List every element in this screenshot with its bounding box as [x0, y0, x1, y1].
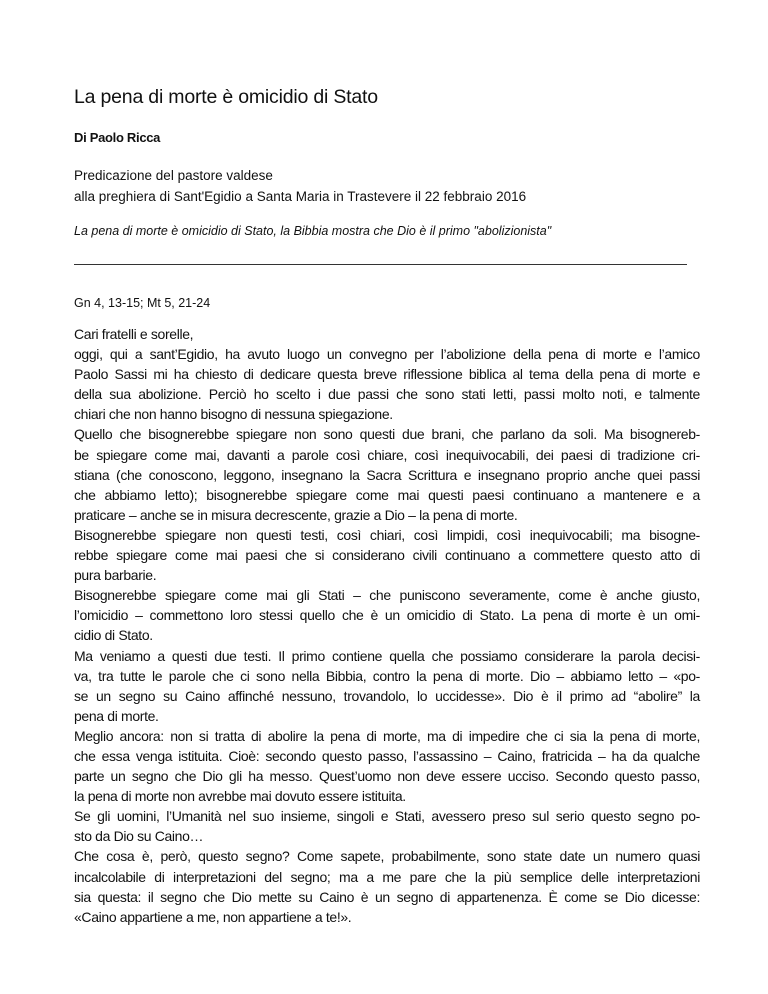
- paragraph: [74, 726, 700, 806]
- text-line: pena di morte.: [74, 707, 159, 724]
- text-line: «Caino appartiene a me, non appartiene a te!».: [74, 908, 352, 925]
- text-line: che abbiamo letto); bisognerebbe spiegare come mai questi paesi continuano a mantenere e a: [74, 486, 700, 503]
- paragraph: [74, 846, 700, 926]
- text-line: Paolo Sassi mi ha chiesto di dedicare questa breve riflessione biblica al tema della pena di morte e: [74, 366, 700, 383]
- text-line: praticare – anche se in misura decrescente, grazie a Dio – la pena di morte.: [74, 506, 518, 523]
- paragraph: [74, 806, 700, 846]
- bible-references: Gn 4, 13-15; Mt 5, 21-24: [74, 296, 211, 310]
- paragraph: [74, 424, 700, 524]
- text-line: va, tra tutte le parole che ci sono nella Bibbia, contro la pena di morte. Dio – abbiamo letto – «po-: [74, 667, 700, 684]
- text-line: che essa venga istituita. Cioè: secondo questo passo, l’assassino – Caino, fratricida – ha da qualche: [74, 747, 700, 764]
- text-line: sia questa: il segno che Dio mette su Caino è un segno di appartenenza. È come se Dio dicesse:: [74, 888, 700, 905]
- text-line: l’omicidio – commettono loro stessi quello che è un omicidio di Stato. La pena di morte è un omi-: [74, 607, 700, 624]
- text-line: della sua abolizione. Perciò ho scelto i due passi che sono stati letti, passi molto noti, e talmente: [74, 386, 700, 403]
- text-line: Che cosa è, però, questo segno? Come sapete, probabilmente, sono state date un numero quasi: [74, 848, 700, 865]
- subheading-line: alla preghiera di Sant'Egidio a Santa Maria in Trastevere il 22 febbraio 2016: [74, 189, 527, 204]
- text-line: incalcolabile di interpretazioni del segno; ma a me pare che la più semplice delle interpretazioni: [74, 868, 700, 885]
- text-line: be spiegare come mai, davanti a parole così chiare, così inequivocabili, dei paesi di tradizione cri-: [74, 446, 700, 463]
- text-line: parte un segno che Dio gli ha messo. Quest’uomo non deve essere ucciso. Secondo questo passo,: [74, 768, 700, 785]
- text-line: sto da Dio su Caino…: [74, 828, 204, 845]
- paragraph: [74, 324, 700, 344]
- text-line: Bisognerebbe spiegare non questi testi, così chiari, così limpidi, così inequivocabili; ma bisogne-: [74, 526, 700, 543]
- paragraph: [74, 646, 700, 726]
- text-line: Se gli uomini, l’Umanità nel suo insieme, singoli e Stati, avessero preso sul serio questo segno po-: [74, 808, 700, 825]
- text-line: stiana (che conoscono, leggono, insegnano la Sacra Scrittura e insegnano proprio anche quei passi: [74, 466, 700, 483]
- author-byline: Di Paolo Ricca: [74, 130, 161, 145]
- paragraph: [74, 585, 700, 645]
- text-line: oggi, qui a sant’Egidio, ha avuto luogo un convegno per l’abolizione della pena di morte e l’amico: [74, 346, 700, 363]
- document-title: La pena di morte è omicidio di Stato: [74, 86, 378, 108]
- horizontal-rule: [74, 264, 687, 265]
- subtitle: La pena di morte è omicidio di Stato, la Bibbia mostra che Dio è il primo "abolizionista": [74, 224, 552, 238]
- text-line: cidio di Stato.: [74, 627, 153, 644]
- text-line: rebbe spiegare come mai paesi che si considerano civili continuano a commettere questo atto di: [74, 547, 700, 564]
- text-line: Quello che bisognerebbe spiegare non sono questi due brani, che parlano da soli. Ma bisognereb-: [74, 426, 700, 443]
- text-line: chiari che non hanno bisogno di nessuna spiegazione.: [74, 406, 393, 423]
- text-line: Cari fratelli e sorelle,: [74, 326, 194, 342]
- sermon-body: [74, 324, 700, 927]
- text-line: pura barbarie.: [74, 567, 157, 584]
- paragraph: [74, 344, 700, 424]
- text-line: la pena di morte non avrebbe mai dovuto essere istituita.: [74, 788, 406, 805]
- text-line: Bisognerebbe spiegare come mai gli Stati – che puniscono severamente, come è anche giusto,: [74, 587, 700, 604]
- text-line: se un segno su Caino affinché nessuno, trovandolo, lo uccidesse». Dio è il primo ad “abolire” la: [74, 687, 700, 704]
- text-line: Ma veniamo a questi due testi. Il primo contiene quella che possiamo considerare la parola decisi-: [74, 647, 700, 664]
- paragraph: [74, 525, 700, 585]
- text-line: Meglio ancora: non si tratta di abolire la pena di morte, ma di impedire che ci sia la pena di morte,: [74, 727, 700, 744]
- subheading-line: Predicazione del pastore valdese: [74, 168, 273, 183]
